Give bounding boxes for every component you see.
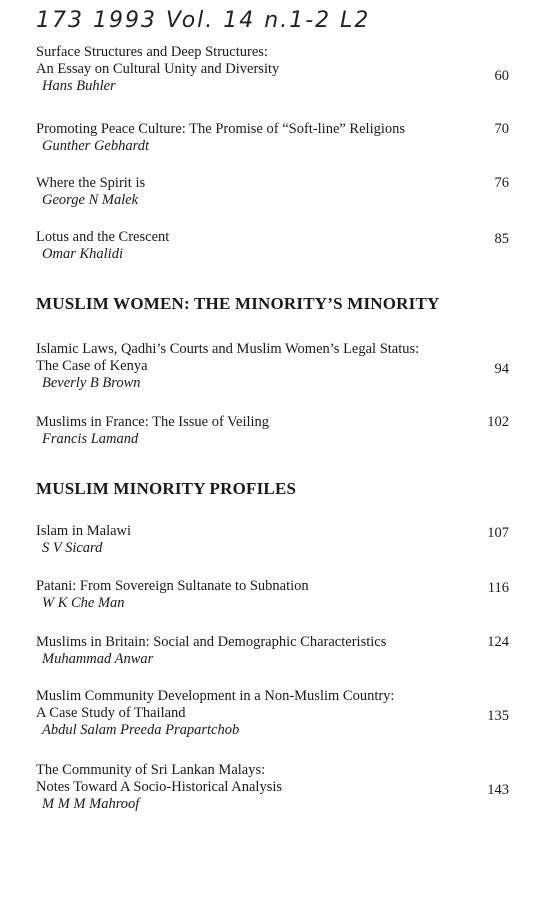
entry-title-line: The Community of Sri Lankan Malays: xyxy=(36,762,266,778)
entry-page: 94 xyxy=(494,361,509,377)
entry-author: Omar Khalidi xyxy=(42,246,123,262)
entry-title-line: Notes Toward A Socio-Historical Analysis xyxy=(36,779,283,795)
entry-title-line: Lotus and the Crescent xyxy=(36,229,170,245)
entry-author: Beverly B Brown xyxy=(42,375,141,391)
toc-entry xyxy=(36,688,509,739)
toc-entry xyxy=(36,523,509,557)
entry-author: M M M Mahroof xyxy=(42,796,140,812)
entry-title-line: Muslims in France: The Issue of Veiling xyxy=(36,414,270,430)
entry-author: Abdul Salam Preeda Prapartchob xyxy=(42,722,240,738)
entry-title-line: Islam in Malawi xyxy=(36,523,132,539)
entry-title-line: A Case Study of Thailand xyxy=(36,705,186,721)
entry-page: 60 xyxy=(494,68,509,84)
entry-page: 116 xyxy=(487,580,509,596)
entry-page: 107 xyxy=(487,525,509,541)
entry-author: S V Sicard xyxy=(42,540,103,556)
entry-title-line: Surface Structures and Deep Structures: xyxy=(36,44,268,60)
toc-entry xyxy=(36,229,509,263)
entry-author: Francis Lamand xyxy=(42,431,139,447)
entry-page: 135 xyxy=(487,708,509,724)
entry-author: Hans Buhler xyxy=(42,78,116,94)
entry-author: Muhammad Anwar xyxy=(42,651,154,667)
toc-entry xyxy=(36,762,509,813)
entry-page: 102 xyxy=(487,414,509,430)
toc-entry xyxy=(36,121,509,155)
entry-title-line: Muslim Community Development in a Non-Muslim Country: xyxy=(36,688,395,704)
entry-page: 76 xyxy=(494,175,509,191)
entry-author: George N Malek xyxy=(42,192,139,208)
toc-entry xyxy=(36,341,509,392)
toc-entry xyxy=(36,634,509,668)
entry-page: 143 xyxy=(487,782,509,798)
entry-page: 124 xyxy=(487,634,509,650)
section-heading: MUSLIM MINORITY PROFILES xyxy=(36,479,297,498)
entry-author: Gunther Gebhardt xyxy=(42,138,149,154)
section-heading: MUSLIM WOMEN: THE MINORITY’S MINORITY xyxy=(36,294,440,313)
entry-title-line: An Essay on Cultural Unity and Diversity xyxy=(36,61,280,77)
toc-entry xyxy=(36,175,509,209)
entry-title-line: Promoting Peace Culture: The Promise of “Soft-line” Religions xyxy=(36,121,406,137)
toc-entry xyxy=(36,578,509,612)
entry-author: W K Che Man xyxy=(42,595,125,611)
toc-entry xyxy=(36,44,509,95)
entry-title-line: Patani: From Sovereign Sultanate to Subnation xyxy=(36,578,309,594)
handwritten-note: 173 1993 Vol. 14 n.1-2 L2 xyxy=(36,8,371,33)
entry-title-line: The Case of Kenya xyxy=(36,358,148,374)
entry-title-line: Islamic Laws, Qadhi’s Courts and Muslim Women’s Legal Status: xyxy=(36,341,420,357)
toc-entry xyxy=(36,414,509,448)
entry-page: 85 xyxy=(494,231,509,247)
entry-title-line: Where the Spirit is xyxy=(36,175,146,191)
entry-title-line: Muslims in Britain: Social and Demographic Characteristics xyxy=(36,634,387,650)
entry-page: 70 xyxy=(494,121,509,137)
